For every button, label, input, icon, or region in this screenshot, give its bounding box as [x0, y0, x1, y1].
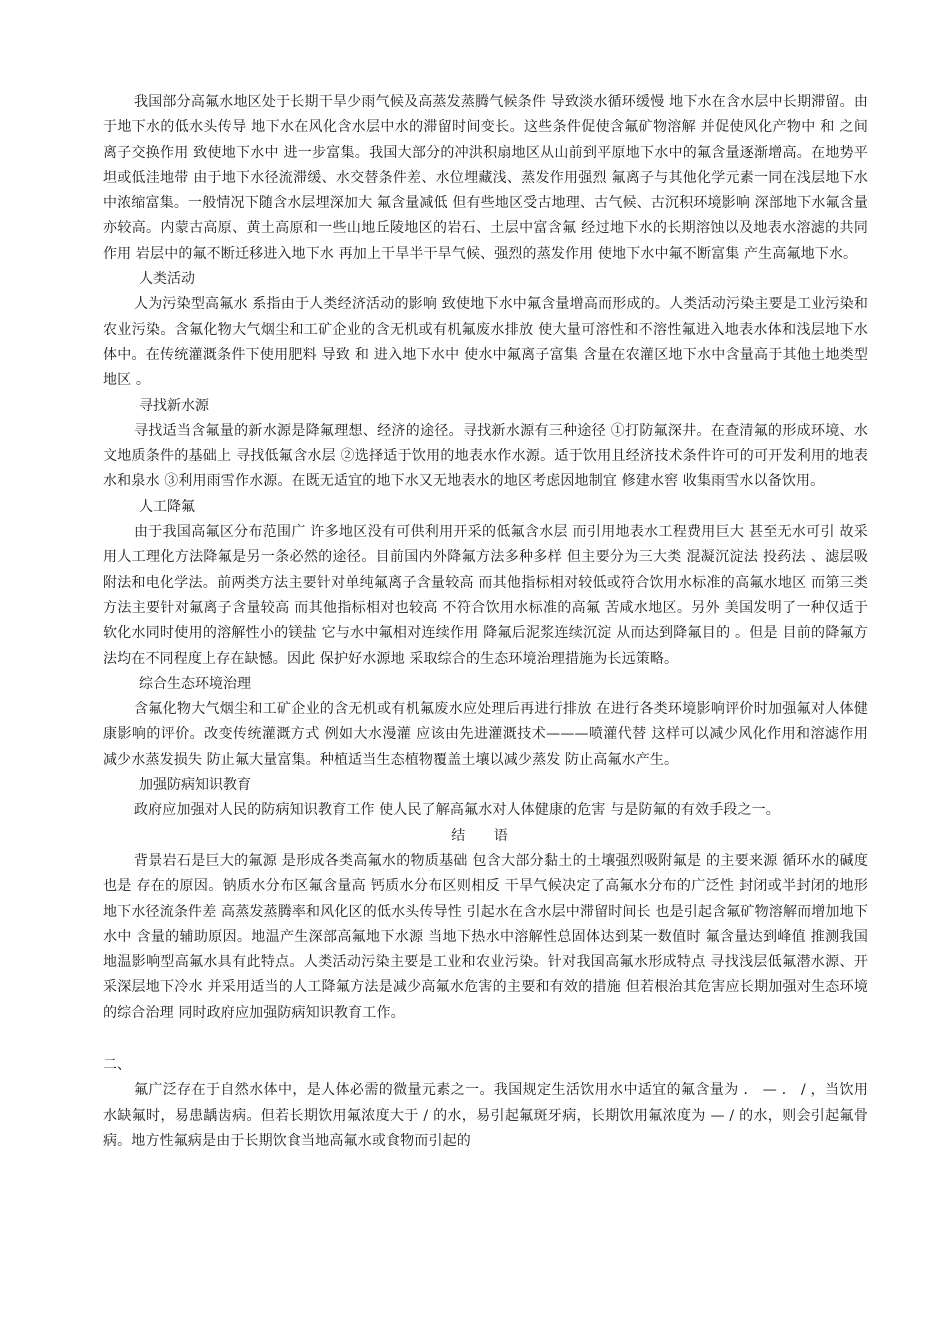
conclusion-heading: 结 语 [451, 827, 520, 844]
paragraph-natural-causes: 我国部分高氟水地区处于长期干旱少雨气候及高蒸发蒸腾气候条件 导致淡水循环缓慢 地下水在含水层中长期滞留。由于地下水的低水头传导 地下水在风化含水层中水的滞留时间变长。这些条件促使含氟矿物溶解 并促使风化产物中 和 之间离子交换作用 致使地下水中 进一步富集。我国大部分的冲洪积扇地区从山前到平原地下水中的氟含量逐渐增高。在地势平坦或低洼地带 由于地下水径流滞缓、水交替条件差、水位埋藏浅、蒸发作用强烈 氟离子与其他化学元素一同在浅层地下水中浓缩富集。一般情况下随含水层埋深加大 氟含量减低 但有些地区受古地理、古气候、古沉积环境影响 深部地下水氟含量亦较高。内蒙古高原、黄土高原和一些山地丘陵地区的岩石、土层中富含氟 经过地下水的长期溶蚀以及地表水溶滤的共同作用 岩层中的氟不断迁移进入地下水 再加上干旱半干旱气候、强烈的蒸发作用 使地下水中氟不断富集 产生高氟地下水。 [103, 94, 868, 262]
section-heading-artificial-defluoridation: 人工降氟 [139, 498, 195, 515]
section-heading-human-activity: 人类活动 [139, 271, 195, 288]
paragraph-artificial-defluoridation: 由于我国高氟区分布范围广 许多地区没有可供利用开采的低氟含水层 而引用地表水工程费用巨大 甚至无水可引 故采用人工理化方法降氟是另一条必然的途径。目前国内外降氟方法多种多样 但主要分为三大类 混凝沉淀法 投药法 、滤层吸附法和电化学法。前两类方法主要针对单纯氟离子含量较高 而其他指标相对较低或符合饮用水标准的高氟水地区 而第三类方法主要针对氟离子含量较高 而其他指标相对也较高 不符合饮用水标准的高氟 苦咸水地区。另外 美国发明了一种仅适于软化水同时使用的溶解性小的镁盐 它与水中氟相对连续作用 降氟后泥浆连续沉淀 从而达到降氟目的 。但是 目前的降氟方法均在不同程度上存在缺憾。因此 保护好水源地 采取综合的生态环境治理措施为长远策略。 [103, 524, 868, 667]
section-heading-ecological-management: 综合生态环境治理 [139, 675, 251, 692]
section-heading-education: 加强防病知识教育 [139, 777, 251, 794]
paragraph-education: 政府应加强对人民的防病知识教育工作 使人民了解高氟水对人体健康的危害 与是防氟的有效手段之一。 [134, 802, 780, 819]
section-two-heading: 二、 [103, 1056, 131, 1073]
paragraph-ecological-management: 含氟化物大气烟尘和工矿企业的含无机或有机氟废水应处理后再进行排放 在进行各类环境影响评价时加强氟对人体健康影响的评价。改变传统灌溉方式 例如大水漫灌 应该由先进灌溉技术———喷灌代替 这样可以减少风化作用和溶滤作用 减少水蒸发损失 防止氟大量富集。种植适当生态植物覆盖土壤以减少蒸发 防止高氟水产生。 [103, 701, 868, 768]
paragraph-conclusion: 背景岩石是巨大的氟源 是形成各类高氟水的物质基础 包含大部分黏土的土壤强烈吸附氟是 的主要来源 循环水的碱度也是 存在的原因。钠质水分布区氟含量高 钙质水分布区则相反 干旱气候决定了高氟水分布的广泛性 封闭或半封闭的地形 地下水径流条件差 高蒸发蒸腾率和风化区的低水头传导性 引起水在含水层中滞留时间长 也是引起含氟矿物溶解而增加地下水中 含量的辅助原因。地温产生深部高氟地下水源 当地下热水中溶解性总固体达到某一数值时 氟含量达到峰值 推测我国地温影响型高氟水具有此特点。人类活动污染主要是工业和农业污染。针对我国高氟水形成特点 寻找浅层低氟潜水源、开采深层地下冷水 并采用适当的人工降氟方法是减少高氟水危害的主要和有效的措施 但若根治其危害应长期加强对生态环境的综合治理 同时政府应加强防病知识教育工作。 [103, 852, 868, 1021]
paragraph-section-two: 氟广泛存在于自然水体中，是人体必需的微量元素之一。我国规定生活饮用水中适宜的氟含量为 ． — ． / ，当饮用水缺氟时，易患龋齿病。但若长期饮用氟浓度大于 / 的水，易引起氟斑牙病，长期饮用氟浓度为 — / 的水，则会引起氟骨病。地方性氟病是由于长期饮食当地高氟水或食物而引起的 [103, 1082, 868, 1149]
paragraph-human-activity: 人为污染型高氟水 系指由于人类经济活动的影响 致使地下水中氟含量增高而形成的。人类活动污染主要是工业污染和农业污染。含氟化物大气烟尘和工矿企业的含无机或有机氟废水排放 使大量可溶性和不溶性氟进入地表水体和浅层地下水体中。在传统灌溉条件下使用肥料 导致 和 进入地下水中 使水中氟离子富集 含量在农灌区地下水中含量高于其他土地类型地区 。 [103, 296, 868, 389]
section-heading-new-water-source: 寻找新水源 [139, 397, 209, 414]
paragraph-new-water-source: 寻找适当含氟量的新水源是降氟理想、经济的途径。寻找新水源有三种途径 ①打防氟深井。在查清氟的形成环境、水文地质条件的基础上 寻找低氟含水层 ②选择适于饮用的地表水作水源。适于饮用且经济技术条件许可的可开发利用的地表水和泉水 ③利用雨雪作水源。在既无适宜的地下水又无地表水的地区考虑因地制宜 修建水窖 收集雨雪水以备饮用。 [103, 422, 868, 490]
